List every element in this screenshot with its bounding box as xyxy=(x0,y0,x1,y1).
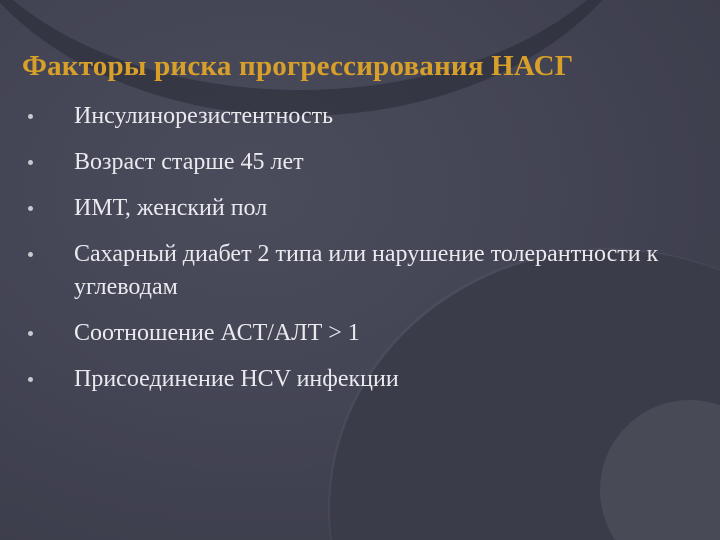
bullet-item xyxy=(28,146,668,179)
bullet-text: Присоединение HCV инфекции xyxy=(74,366,399,392)
bullet-item xyxy=(28,192,668,225)
bullet-text: Сахарный диабет 2 типа или нарушение толерантности к углеводам xyxy=(74,241,659,300)
bullet-item xyxy=(28,363,668,396)
bullet-dot-icon xyxy=(28,114,33,119)
bullet-text: Возраст старше 45 лет xyxy=(74,149,304,175)
bullet-dot-icon xyxy=(28,160,33,165)
bullet-text: Инсулинорезистентность xyxy=(74,103,334,129)
bullet-item xyxy=(28,238,668,304)
bullet-dot-icon xyxy=(28,206,33,211)
bullet-item xyxy=(28,317,668,350)
bullet-list xyxy=(28,100,668,409)
bullet-item xyxy=(28,100,668,133)
bullet-dot-icon xyxy=(28,252,33,257)
bullet-text: ИМТ, женский пол xyxy=(74,195,268,221)
slide-title: Факторы риска прогрессирования НАСГ xyxy=(22,50,574,82)
bullet-dot-icon xyxy=(28,377,33,382)
bullet-dot-icon xyxy=(28,331,33,336)
bullet-text: Соотношение АСТ/АЛТ > 1 xyxy=(74,320,360,346)
